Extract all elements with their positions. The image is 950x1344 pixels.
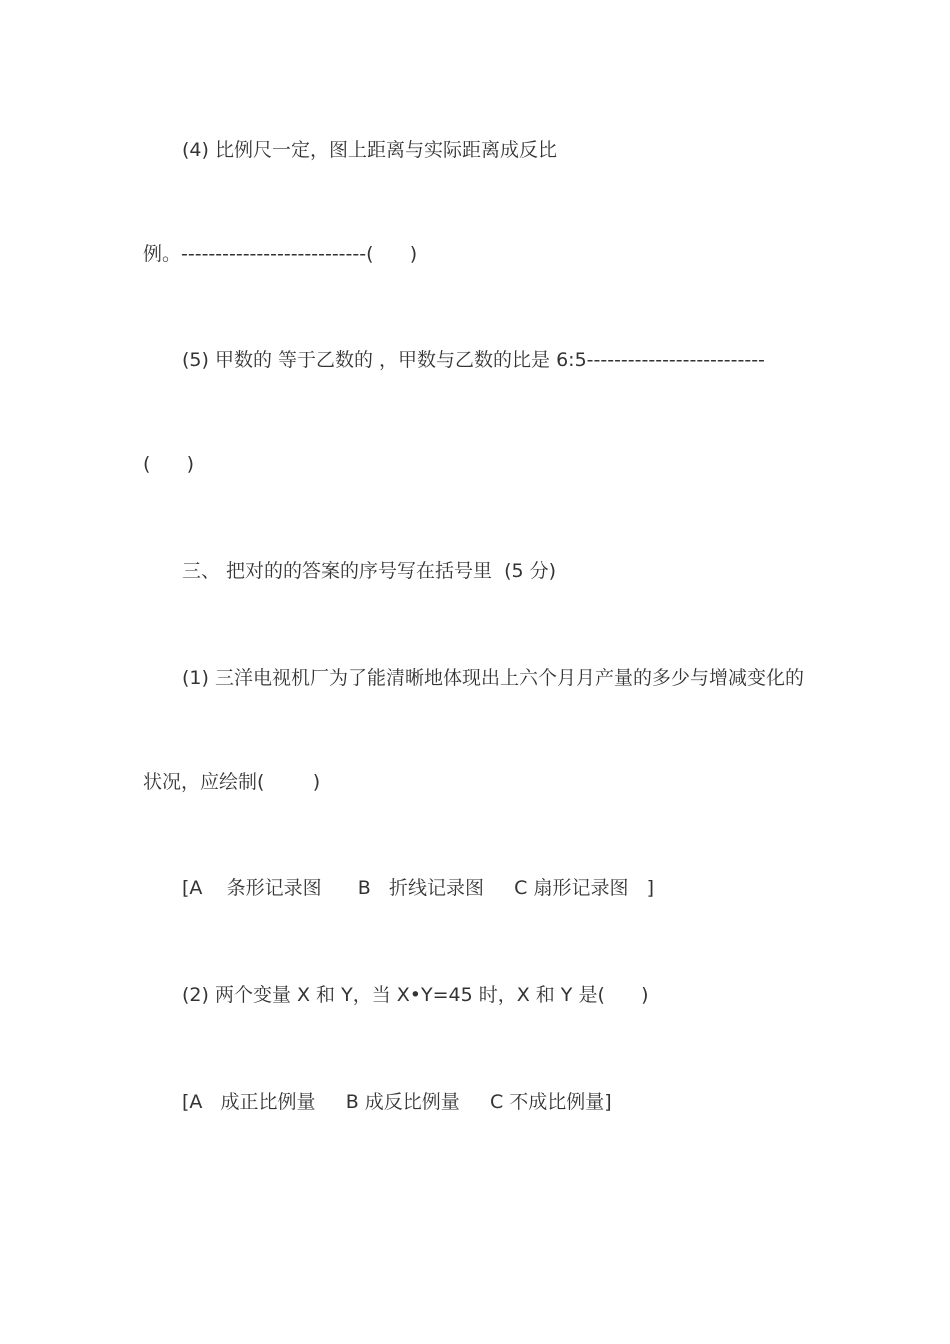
choice-question-1-line-1: (1) 三洋电视机厂为了能清晰地体现出上六个月月产量的多少与增减变化的	[182, 667, 804, 689]
choice-question-2-options: [A 成正比例量 B 成反比例量 C 不成比例量]	[182, 1091, 612, 1113]
question-5-line-2: ( )	[143, 453, 195, 475]
section-3-heading: 三、 把对的的答案的序号写在括号里 (5 分)	[182, 560, 557, 582]
question-4-line-2: 例。---------------------------( )	[143, 243, 418, 265]
question-5-line-1: (5) 甲数的 等于乙数的 ，甲数与乙数的比是 6:5--------------------------	[182, 349, 765, 371]
choice-question-1-line-2: 状况，应绘制( )	[143, 771, 321, 793]
question-4-line-1: (4) 比例尺一定，图上距离与实际距离成反比	[182, 139, 557, 161]
choice-question-1-options: [A 条形记录图 B 折线记录图 C 扇形记录图 ]	[182, 877, 654, 899]
choice-question-2: (2) 两个变量 X 和 Y，当 X•Y=45 时，X 和 Y 是( )	[182, 984, 649, 1006]
